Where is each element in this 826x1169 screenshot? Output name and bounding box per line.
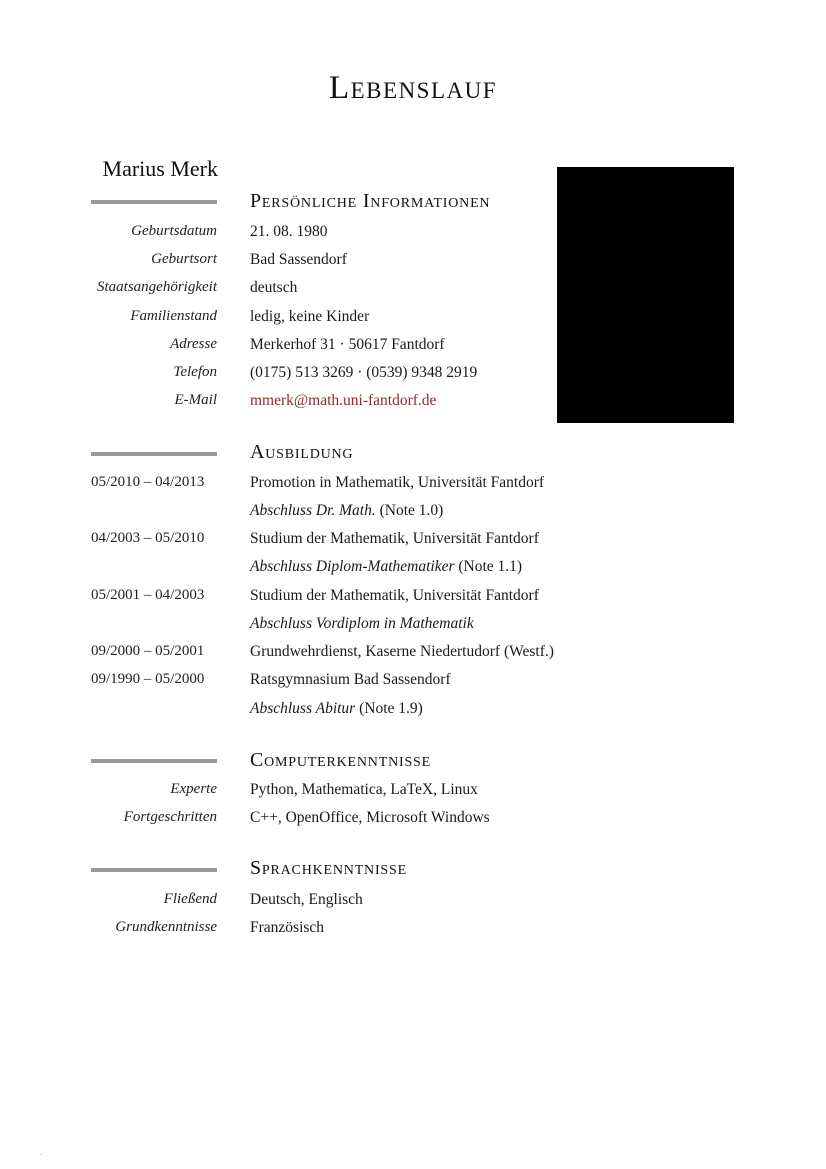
label-nationality: Staatsangehörigkeit — [97, 279, 217, 295]
education-detail — [250, 615, 474, 633]
value-birthplace: Bad Sassendorf — [250, 251, 347, 268]
page-title: Lebenslauf — [328, 70, 498, 106]
label-birthplace: Geburtsort — [151, 251, 217, 267]
section-rule — [91, 868, 217, 872]
education-date: 04/2003 – 05/2010 — [91, 530, 205, 546]
label-phone: Telefon — [173, 364, 217, 380]
section-rule — [91, 200, 217, 204]
footer-mark: . — [40, 1150, 42, 1157]
education-detail-note: (Note 1.9) — [355, 700, 423, 717]
education-date: 09/2000 – 05/2001 — [91, 643, 205, 659]
education-detail — [250, 700, 423, 718]
label-address: Adresse — [170, 336, 217, 352]
education-detail-note: (Note 1.1) — [454, 558, 523, 575]
value-address: Merkerhof 31 · 50617 Fantdorf — [250, 336, 445, 353]
education-date: 05/2010 – 04/2013 — [91, 474, 205, 490]
education-detail-note: (Note 1.0) — [375, 502, 444, 519]
education-date: 05/2001 – 04/2003 — [91, 587, 205, 603]
education-title: Grundwehrdienst, Kaserne Niedertudorf (Westf.) — [250, 643, 554, 660]
education-title: Studium der Mathematik, Universität Fantdorf — [250, 530, 539, 547]
label-computer-expert: Experte — [170, 781, 217, 797]
label-marital-status: Familienstand — [130, 308, 217, 324]
education-detail — [250, 558, 522, 576]
email-link[interactable]: mmerk@math.uni-fantdorf.de — [250, 392, 437, 409]
section-rule — [91, 452, 217, 456]
value-phone: (0175) 513 3269 · (0539) 9348 2919 — [250, 364, 478, 381]
value-language-basic: Französisch — [250, 919, 325, 936]
education-title: Ratsgymnasium Bad Sassendorf — [250, 671, 451, 688]
education-title: Studium der Mathematik, Universität Fantdorf — [250, 587, 539, 604]
education-detail-italic: Abschluss Dr. Math. — [250, 502, 376, 519]
value-language-fluent: Deutsch, Englisch — [250, 891, 363, 908]
section-heading-education: Ausbildung — [250, 441, 354, 463]
label-language-basic: Grundkenntnisse — [115, 919, 217, 935]
education-detail-italic: Abschluss Abitur — [250, 700, 356, 717]
education-title: Promotion in Mathematik, Universität Fantdorf — [250, 474, 545, 491]
section-heading-computer: Computerkenntnisse — [250, 749, 431, 771]
label-email: E-Mail — [174, 392, 217, 408]
label-computer-advanced: Fortgeschritten — [123, 809, 217, 825]
section-heading-languages: Sprachkenntnisse — [250, 857, 407, 879]
education-detail-italic: Abschluss Vordiplom in Mathematik — [250, 615, 474, 632]
value-computer-advanced: C++, OpenOffice, Microsoft Windows — [250, 809, 490, 826]
value-computer-expert: Python, Mathematica, LaTeX, Linux — [250, 781, 478, 798]
value-birthdate: 21. 08. 1980 — [250, 223, 328, 240]
education-detail-italic: Abschluss Diplom-Mathematiker — [250, 558, 455, 575]
value-marital-status: ledig, keine Kinder — [250, 308, 370, 325]
value-nationality: deutsch — [250, 279, 298, 296]
section-heading-personal: Persönliche Informationen — [250, 190, 491, 212]
education-date: 09/1990 – 05/2000 — [91, 671, 205, 687]
label-language-fluent: Fließend — [163, 891, 217, 907]
person-name: Marius Merk — [102, 156, 218, 181]
education-detail — [250, 502, 443, 520]
section-rule — [91, 759, 217, 763]
label-birthdate: Geburtsdatum — [131, 223, 217, 239]
profile-photo — [557, 167, 734, 423]
